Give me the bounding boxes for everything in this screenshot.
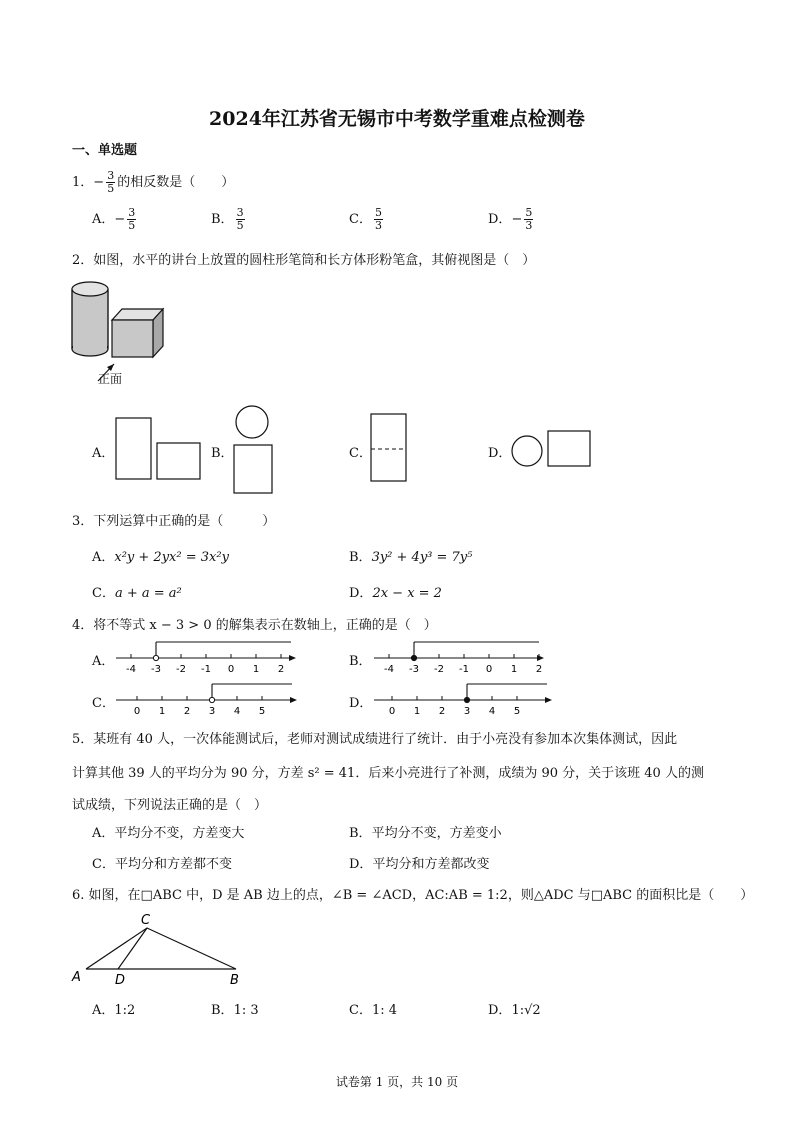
closed-point (464, 697, 469, 702)
axis-arrow (290, 697, 297, 703)
q4-option-c[interactable]: C． (92, 696, 115, 711)
q3-option-d[interactable]: D．2x − x = 2 (349, 586, 442, 601)
q2-option-d[interactable]: D． (488, 446, 512, 461)
q5-option-b[interactable]: B．平均分不变，方差变小 (349, 826, 502, 841)
q3-option-c[interactable]: C．a + a = a² (92, 586, 182, 601)
axis-tick-label: 1 (252, 664, 260, 675)
point-b-label: B (230, 973, 239, 988)
axis-arrow (289, 655, 296, 661)
question-5-line-3: 试成绩，下列说法正确的是（ ） (72, 798, 268, 813)
question-1 (72, 170, 234, 195)
q4-option-a[interactable]: A． (92, 654, 115, 669)
q4-option-d-numberline (372, 678, 572, 718)
axis-tick-label: -2 (434, 664, 444, 675)
q1-option-d[interactable]: D．− $\frac{5}{3}$ (488, 206, 533, 232)
q4-option-b-numberline (372, 636, 562, 676)
q1-text: 的相反数是（ ） (117, 175, 235, 190)
axis-tick-label: 5 (513, 706, 521, 717)
q3-option-b[interactable]: B．3y² + 4y³ = 7y⁵ (349, 550, 473, 565)
question-4: 4．将不等式 x − 3 > 0 的解集表示在数轴上，正确的是（ ） (72, 618, 437, 633)
axis-tick-label: 4 (233, 706, 241, 717)
q2-option-a-figure (114, 416, 204, 482)
axis-tick-label: -1 (459, 664, 469, 675)
question-5-line-1: 5．某班有 40 人，一次体能测试后，老师对测试成绩进行了统计．由于小亮没有参加本次集体测试，因此 (72, 732, 678, 747)
axis-tick-label: -4 (126, 664, 136, 675)
q1-option-c[interactable]: C． $\frac{5}{3}$ (349, 206, 382, 232)
axis-tick-label: 4 (488, 706, 496, 717)
axis-arrow (537, 655, 544, 661)
point-a-label: A (72, 970, 81, 985)
q2-option-b-figure (232, 404, 276, 496)
page-title: 2024年江苏省无锡市中考数学重难点检测卷 (209, 108, 585, 130)
axis-tick-label: -1 (201, 664, 211, 675)
section-heading: 一、单选题 (72, 143, 138, 158)
axis-tick-label: 3 (463, 706, 471, 717)
axis-tick-label: 5 (258, 706, 266, 717)
page-footer: 试卷第 1 页，共 10 页 (335, 1075, 459, 1089)
open-point (209, 697, 214, 702)
front-label: 正面 (98, 372, 123, 386)
q1-fraction: $\frac{3}{5}$ (107, 169, 115, 195)
axis-tick-label: 2 (183, 706, 191, 717)
axis-tick-label: 0 (133, 706, 141, 717)
q2-option-c-figure (369, 412, 409, 484)
q6-triangle-figure (70, 910, 250, 990)
axis-tick-label: 0 (227, 664, 235, 675)
q2-option-b[interactable]: B． (211, 446, 234, 461)
question-6: 6. 如图，在□ABC 中，D 是 AB 边上的点，∠B = ∠ACD，AC:AB = 1:2，则△ADC 与□ABC 的面积比是（ ） (72, 888, 754, 903)
q3-option-a[interactable]: A．x²y + 2yx² = 3x²y (92, 550, 229, 565)
axis-arrow (545, 697, 552, 703)
q1-option-b[interactable]: B． $\frac{3}{5}$ (211, 206, 244, 232)
segment-cd (118, 928, 147, 969)
question-3: 3．下列运算中正确的是（ ） (72, 514, 276, 529)
q1-option-a[interactable]: A．− $\frac{3}{5}$ (92, 206, 136, 232)
axis-tick-label: 3 (208, 706, 216, 717)
axis-tick-label: 1 (510, 664, 518, 675)
box-shape (112, 309, 163, 357)
q2-option-c[interactable]: C． (349, 446, 372, 461)
question-5-line-2: 计算其他 39 人的平均分为 90 分，方差 s² = 41．后来小亮进行了补测，成绩为 90 分，关于该班 40 人的测 (72, 766, 704, 781)
q6-option-a[interactable]: A．1:2 (92, 1003, 136, 1018)
q1-sign: − (93, 175, 105, 190)
q2-figure (68, 280, 178, 390)
q2-option-d-figure (510, 429, 594, 469)
axis-tick-label: -4 (384, 664, 394, 675)
q4-option-d[interactable]: D． (349, 696, 373, 711)
q5-option-d[interactable]: D．平均分和方差都改变 (349, 857, 490, 872)
closed-point (411, 655, 416, 660)
axis-tick-label: -3 (151, 664, 161, 675)
open-point (153, 655, 158, 660)
axis-tick-label: 0 (388, 706, 396, 717)
point-d-label: D (115, 973, 126, 988)
q6-option-b[interactable]: B．1: 3 (211, 1003, 259, 1018)
axis-tick-label: 2 (535, 664, 543, 675)
axis-tick-label: 1 (413, 706, 421, 717)
axis-tick-label: -3 (409, 664, 419, 675)
q2-option-a[interactable]: A． (92, 446, 115, 461)
q5-option-c[interactable]: C．平均分和方差都不变 (92, 857, 232, 872)
cylinder-shape (72, 282, 108, 356)
axis-tick-label: 2 (277, 664, 285, 675)
q6-option-c[interactable]: C．1: 4 (349, 1003, 398, 1018)
q4-option-b[interactable]: B． (349, 654, 372, 669)
axis-tick-label: 1 (158, 706, 166, 717)
axis-tick-label: -2 (176, 664, 186, 675)
triangle-abc (86, 928, 236, 969)
axis-tick-label: 2 (438, 706, 446, 717)
q6-option-d[interactable]: D．1:√2 (488, 1003, 541, 1018)
q4-option-a-numberline (114, 636, 304, 676)
point-c-label: C (141, 913, 151, 928)
question-2: 2．如图，水平的讲台上放置的圆柱形笔筒和长方体形粉笔盒，其俯视图是（ ） (72, 253, 536, 268)
q5-option-a[interactable]: A．平均分不变，方差变大 (92, 826, 245, 841)
axis-tick-label: 0 (485, 664, 493, 675)
q4-option-c-numberline (114, 678, 314, 718)
q1-number: 1． (72, 175, 94, 190)
